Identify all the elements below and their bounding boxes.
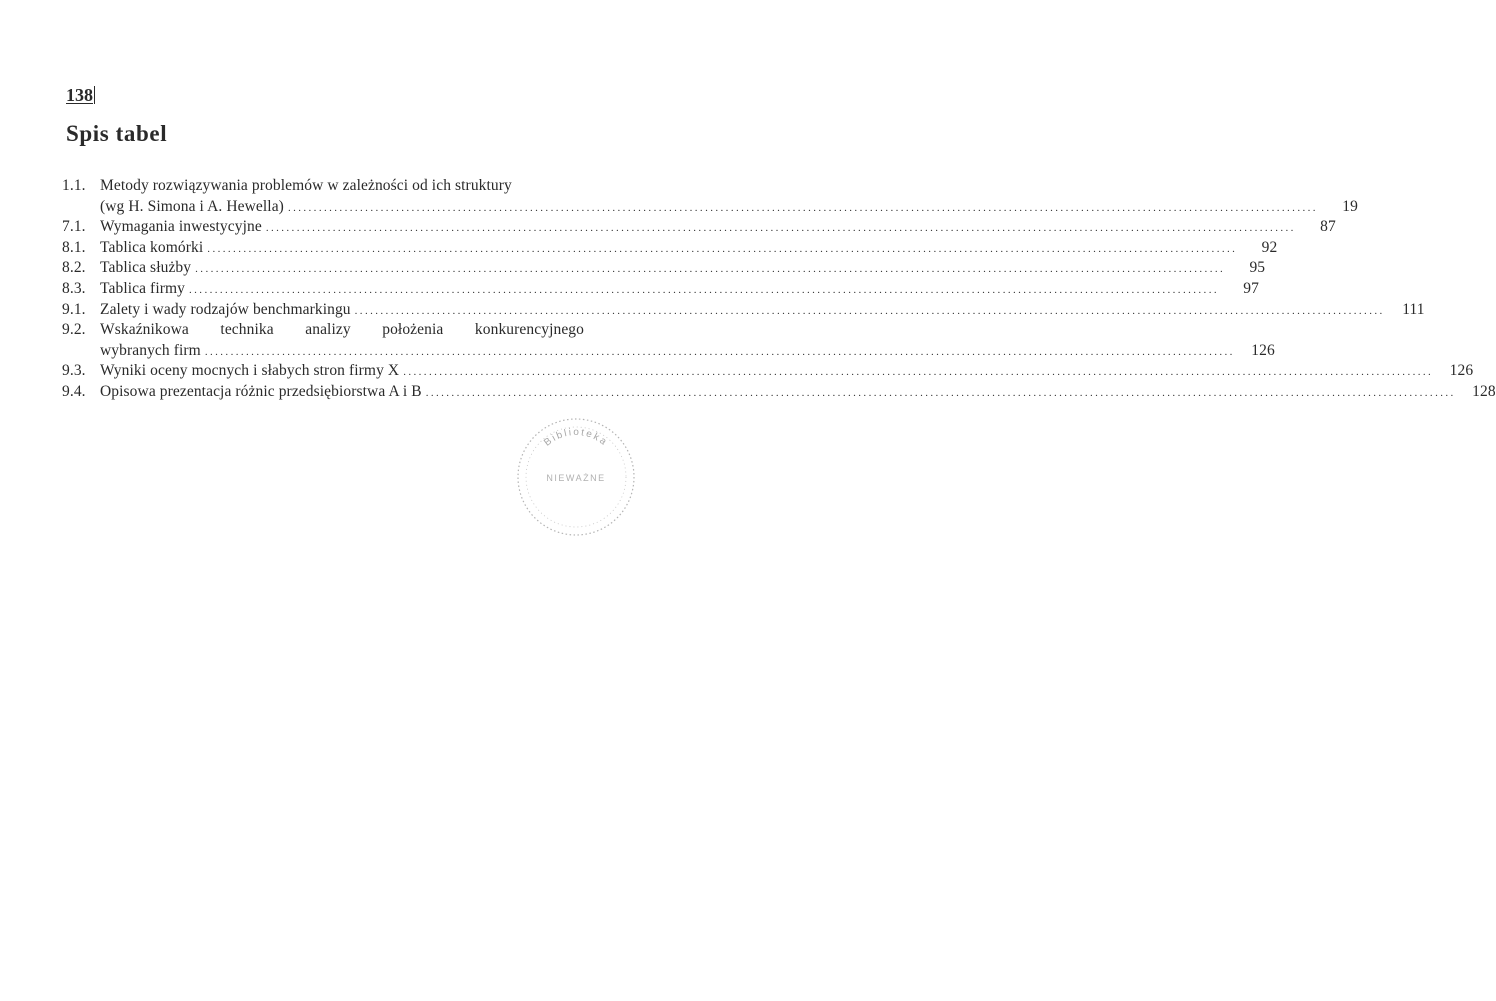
- toc-entry-title: Zalety i wady rodzajów benchmarkingu: [100, 300, 351, 318]
- page-number: [66, 84, 95, 106]
- toc-entry: [62, 341, 1275, 362]
- stamp-center-text: NIEWAŻNE: [546, 473, 606, 483]
- toc-entry-title: wybranych firm: [100, 341, 201, 359]
- stamp-arc-text: Biblioteka: [542, 426, 610, 449]
- toc-entry-page: 97: [1243, 279, 1259, 297]
- toc-entry-title: Tablica komórki: [100, 238, 204, 256]
- toc-entry-page: 126: [1251, 341, 1275, 359]
- table-of-tables: [62, 176, 1496, 403]
- toc-entry-title: Wymagania inwestycyjne: [100, 218, 262, 236]
- toc-leader-dots: ........................................................................................................................................................................................................: [265, 222, 1296, 235]
- toc-leader-dots: ........................................................................................................................................................................................................: [403, 366, 1434, 379]
- page-number-text: 138: [66, 85, 93, 105]
- toc-entry-number: 9.2.: [62, 321, 86, 339]
- toc-entry-title: Opisowa prezentacja różnic przedsiębiorstwa A i B: [100, 382, 422, 400]
- toc-entry-number: 8.3.: [62, 279, 86, 297]
- toc-entry-title: Tablica firmy: [100, 279, 185, 297]
- toc-leader-dots: ........................................................................................................................................................................................................: [287, 201, 1318, 214]
- toc-entry-number: 8.1.: [62, 238, 86, 256]
- page-number-rule: [94, 86, 95, 104]
- toc-entry-title: Metody rozwiązywania problemów w zależności od ich struktury: [100, 177, 512, 194]
- toc-entry: [62, 197, 1358, 218]
- toc-entry: [62, 382, 1496, 403]
- toc-leader-dots: ........................................................................................................................................................................................................: [204, 345, 1235, 358]
- toc-entry: [62, 176, 624, 197]
- toc-entry-page: 128: [1472, 382, 1496, 400]
- library-stamp: [512, 413, 640, 541]
- toc-entry-number: 1.1.: [62, 177, 86, 194]
- toc-entry-number: 9.4.: [62, 382, 86, 400]
- toc-entry-page: 95: [1249, 259, 1266, 277]
- toc-entry: [62, 217, 1336, 238]
- toc-entry-title: Tablica służby: [100, 259, 192, 277]
- toc-entry-number: 7.1.: [62, 218, 86, 236]
- toc-entry-page: 111: [1402, 300, 1425, 318]
- toc-entry-number: 9.3.: [62, 362, 86, 380]
- toc-entry-page: 19: [1342, 197, 1358, 215]
- toc-entry: [62, 238, 1278, 259]
- toc-entry: [62, 320, 624, 341]
- toc-entry: [62, 300, 1425, 321]
- toc-leader-dots: ........................................................................................................................................................................................................: [207, 242, 1238, 255]
- toc-entry: [62, 279, 1259, 300]
- toc-leader-dots: ........................................................................................................................................................................................................: [189, 283, 1219, 296]
- page-title: Spis tabel: [66, 121, 168, 146]
- toc-leader-dots: ........................................................................................................................................................................................................: [195, 263, 1226, 276]
- toc-entry-number: 9.1.: [62, 300, 86, 318]
- toc-entry: [62, 258, 1266, 279]
- toc-entry-page: 126: [1449, 362, 1474, 380]
- toc-entry-title: Wskaźnikowa technika analizy położenia konkurencyjnego: [100, 321, 584, 339]
- toc-entry: [62, 361, 1474, 382]
- toc-leader-dots: ........................................................................................................................................................................................................: [425, 386, 1456, 399]
- toc-entry-page: 92: [1261, 238, 1278, 256]
- toc-entry-title: (wg H. Simona i A. Hewella): [100, 197, 284, 215]
- toc-leader-dots: ........................................................................................................................................................................................................: [354, 304, 1385, 317]
- toc-entry-page: 87: [1320, 218, 1336, 236]
- toc-entry-title: Wyniki oceny mocnych i słabych stron firmy X: [100, 362, 400, 380]
- toc-entry-number: 8.2.: [62, 259, 86, 277]
